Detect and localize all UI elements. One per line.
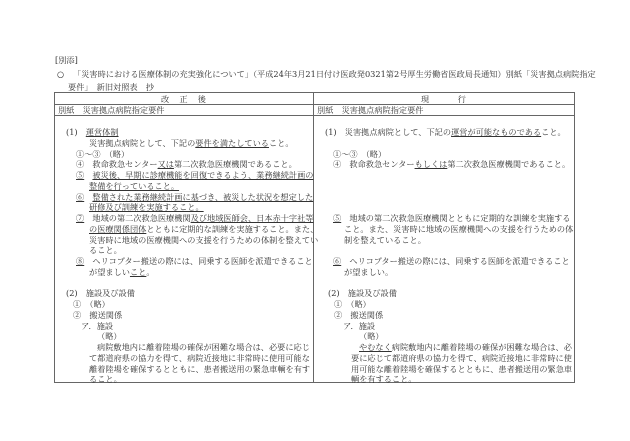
current-text-line (351, 353, 572, 363)
text-segment: 制を整えていること。 (344, 234, 426, 245)
revised-text-line (76, 192, 313, 202)
underlined-change-text: の医療関係団体 (89, 223, 147, 234)
text-segment: こと。また、災害時に地域の医療機関への支援を行うための体 (344, 223, 574, 234)
bullet-circle: ○ (57, 69, 65, 79)
underlined-change-text: 被災後、早期に診療機能を回復できるよう、業務継続計画の (92, 170, 314, 180)
text-segment: (2) 施設及び設備 (328, 288, 397, 299)
revised-text-line (89, 374, 122, 384)
text-segment: ① （略） (334, 299, 371, 309)
underlined-change-text: 又は (157, 159, 174, 170)
text-segment: 要に応じて都道府県の協力を得て、病院近接地に非常時に使 (351, 352, 572, 363)
text-segment: が望ましい。 (344, 266, 394, 277)
text-segment: （略） (97, 331, 122, 342)
text-segment: ア．施設 (81, 320, 114, 331)
current-text-line (351, 364, 572, 374)
current-text-line (343, 321, 375, 331)
subheader-current: 別紙 災害拠点病院指定要件 (317, 105, 424, 115)
underlined-change-text: やむなく (359, 342, 392, 352)
text-segment: ② 搬送関係 (73, 309, 123, 320)
text-segment: 用可能な離着陸場を確保するとともに、患者搬送用の緊急車 (351, 363, 573, 374)
current-text-line (333, 149, 386, 159)
text-segment: 病院敷地内に離着陸場の確保が困難な場合は、必 (391, 342, 572, 352)
text-segment: （略） (359, 331, 384, 342)
subheader-divider (55, 115, 574, 116)
text-segment: ること。 (89, 245, 122, 256)
revised-text-line (89, 181, 179, 191)
revised-text-line (76, 149, 129, 159)
underlined-change-text: ⑧ (76, 256, 85, 266)
underlined-change-text: ⑥ (333, 256, 342, 266)
text-segment: ② 搬送関係 (334, 309, 384, 320)
header-revised: 改 正 後 (161, 94, 207, 104)
text-segment: ①～③ （略） (76, 148, 130, 159)
text-segment: ④ 救命救急センター (76, 159, 158, 170)
text-segment: ア．施設 (343, 320, 376, 331)
underlined-change-text: 整備を行っていること。 (89, 180, 180, 191)
revised-text-line (89, 235, 318, 245)
text-segment: 地域の第二次救急医療機関 (84, 213, 191, 223)
revised-text-line (89, 138, 294, 148)
document-title-line2: 要件」 新旧対照表 抄 (68, 82, 154, 92)
current-text-line (333, 256, 570, 266)
text-segment: 。 (146, 266, 155, 277)
revised-text-line (89, 353, 310, 363)
current-text-line (334, 299, 371, 309)
underlined-change-text: 及び地域医師会、日本赤十字社等 (190, 213, 314, 223)
text-segment: 輌を有すること。 (351, 374, 417, 385)
current-text-line (344, 235, 426, 245)
revised-text-line (81, 321, 113, 331)
document-title-line1: 「災害時における医療体制の充実強化について」（平成24年3月21日付け医政発0321第2号厚生労働省医政局長通知）別紙「災害拠点病院指定 (73, 69, 596, 79)
text-segment: ること。 (89, 374, 122, 385)
underlined-change-text: ⑤ (76, 170, 85, 180)
text-segment: 地域の第二次救急医療機関とともに定期的な訓練を実施する (341, 213, 571, 223)
revised-text-line (73, 299, 110, 309)
revised-text-line (89, 224, 318, 234)
text-segment: こと。 (541, 127, 566, 137)
text-segment: 病院敷地内に離着陸場の確保が困難な場合は、必要に応じ (97, 342, 310, 352)
underlined-change-text: こと (129, 266, 147, 277)
revised-text-line (76, 256, 313, 266)
text-segment: (2) 施設及び設備 (66, 288, 135, 299)
text-segment: 離着陸場を確保するとともに、患者搬送用の緊急車輌を有す (89, 363, 311, 374)
revised-text-line (89, 267, 155, 277)
text-segment: ヘリコプター搬送の際には、同乗する医師を派遣できること (84, 256, 313, 266)
text-segment: 第二次救急医療機関であること。 (447, 159, 571, 170)
underlined-change-text: もしくは (414, 159, 448, 170)
underlined-change-text: ⑤ (333, 213, 342, 223)
current-text-line (333, 213, 570, 223)
text-segment: (1) (66, 127, 86, 137)
text-segment: 第二次救急医療機関であること。 (173, 159, 297, 170)
underlined-change-text: ⑥ (76, 191, 85, 202)
underlined-change-text: ⑦ (76, 213, 85, 223)
current-text-line (325, 127, 566, 137)
revised-text-line (66, 288, 135, 298)
revised-text-line (89, 202, 204, 212)
text-segment: 災害時に地域の医療機関への支援を行うための体制を整えてい (89, 234, 319, 245)
text-segment: とともに定期的な訓練を実施すること。また、 (146, 223, 319, 234)
text-segment: こと。 (268, 137, 294, 148)
subheader-revised: 別紙 災害拠点病院指定要件 (58, 105, 165, 115)
current-text-line (328, 288, 397, 298)
revised-text-line (76, 170, 313, 180)
revised-text-line (76, 159, 297, 169)
revised-text-line (73, 310, 122, 320)
revised-text-line (66, 127, 119, 137)
text-segment: ④ 救命救急センター (333, 159, 415, 170)
revised-text-line (76, 213, 313, 223)
current-text-line (359, 331, 384, 341)
text-segment: て都道府県の協力を得て、病院近接地に非常時に使用可能な (89, 352, 310, 363)
text-segment: が望ましい (89, 266, 130, 277)
underlined-change-text: 研修及び訓練を実施すること。 (89, 202, 204, 213)
current-text-line (344, 267, 393, 277)
revised-text-line (89, 364, 310, 374)
underlined-change-text: 運営体制 (85, 127, 119, 137)
attachment-label: [別添] (55, 55, 78, 65)
text-segment: ①～③ （略） (333, 148, 387, 159)
underlined-change-text: 要件を満たしている (195, 137, 269, 148)
current-text-line (359, 342, 572, 352)
comparison-table (54, 92, 575, 383)
current-text-line (334, 310, 383, 320)
header-current: 現 行 (421, 94, 467, 104)
text-segment: 災害拠点病院として、下記の (89, 137, 196, 148)
revised-text-line (97, 342, 310, 352)
current-text-line (333, 159, 570, 169)
underlined-change-text: 整備された業務継続計画に基づき、被災した状況を想定した (92, 191, 314, 202)
underlined-change-text: 運営が可能なものである (451, 127, 542, 137)
text-segment: ① （略） (73, 299, 110, 309)
revised-text-line (97, 331, 122, 341)
revised-text-line (89, 245, 122, 255)
current-text-line (351, 374, 417, 384)
text-segment: ヘリコプター搬送の際には、同乗する医師を派遣できること (341, 256, 570, 266)
text-segment: (1) 災害拠点病院として、下記の (325, 127, 452, 137)
current-text-line (344, 224, 573, 234)
